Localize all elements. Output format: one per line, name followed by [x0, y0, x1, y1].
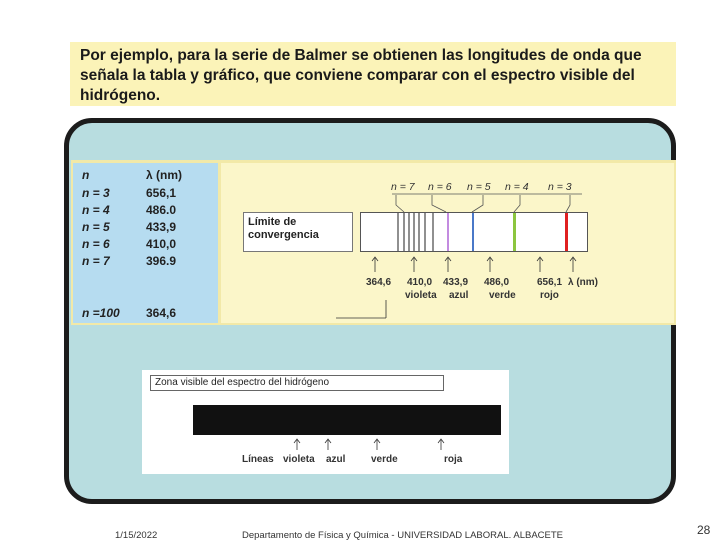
visible-spectrum-title: Zona visible del espectro del hidrógeno: [150, 375, 444, 391]
wavelength-unit-label: λ (nm): [568, 277, 598, 288]
table-row-n: n = 4: [82, 203, 110, 217]
table-last-row-n: n =100: [82, 306, 120, 320]
n-label: n = 6: [428, 181, 452, 193]
table-row-lambda: 433,9: [146, 220, 177, 234]
table-last-row-lambda: 364,6: [146, 306, 177, 320]
table-row-lambda: 396.9: [146, 254, 177, 268]
color-name: azul: [449, 290, 469, 301]
table-header-n: n: [82, 168, 90, 182]
table-row-n: n = 7: [82, 254, 110, 268]
visible-label: verde: [371, 454, 398, 465]
wavelength-label: 433,9: [443, 277, 469, 288]
n-label: n = 5: [467, 181, 491, 193]
n-label: n = 3: [548, 181, 572, 193]
color-name: verde: [489, 290, 516, 301]
visible-label: azul: [326, 454, 346, 465]
color-name: violeta: [405, 290, 437, 301]
visible-label: violeta: [283, 454, 315, 465]
n-label: n = 4: [505, 181, 529, 193]
visible-label: Líneas: [242, 454, 274, 465]
footer-department: Departamento de Física y Química - UNIVERSIDAD LABORAL. ALBACETE: [242, 530, 564, 541]
table-row-lambda: 656,1: [146, 186, 177, 200]
n-label: n = 7: [391, 181, 415, 193]
table-row-lambda: 410,0: [146, 237, 177, 251]
page-number: 28: [697, 523, 711, 537]
table-row-n: n = 3: [82, 186, 110, 200]
convergence-limit-label: Límite de convergencia: [243, 212, 353, 252]
wavelength-label: 410,0: [407, 277, 433, 288]
visible-label: roja: [444, 454, 463, 465]
wavelength-label: 486,0: [484, 277, 510, 288]
table-row-lambda: 486.0: [146, 203, 177, 217]
table-row-n: n = 6: [82, 237, 110, 251]
table-header-lambda: λ (nm): [146, 168, 182, 182]
wavelength-label: 364,6: [366, 277, 392, 288]
table-row-n: n = 5: [82, 220, 110, 234]
color-name: rojo: [540, 290, 559, 301]
footer-date: 1/15/2022: [115, 530, 158, 541]
intro-text: Por ejemplo, para la serie de Balmer se obtienen las longitudes de onda que señala la tabla y gráfico, que conviene comparar con el espectro visible del hidrógeno.: [70, 42, 676, 106]
wavelength-label: 656,1: [537, 277, 563, 288]
